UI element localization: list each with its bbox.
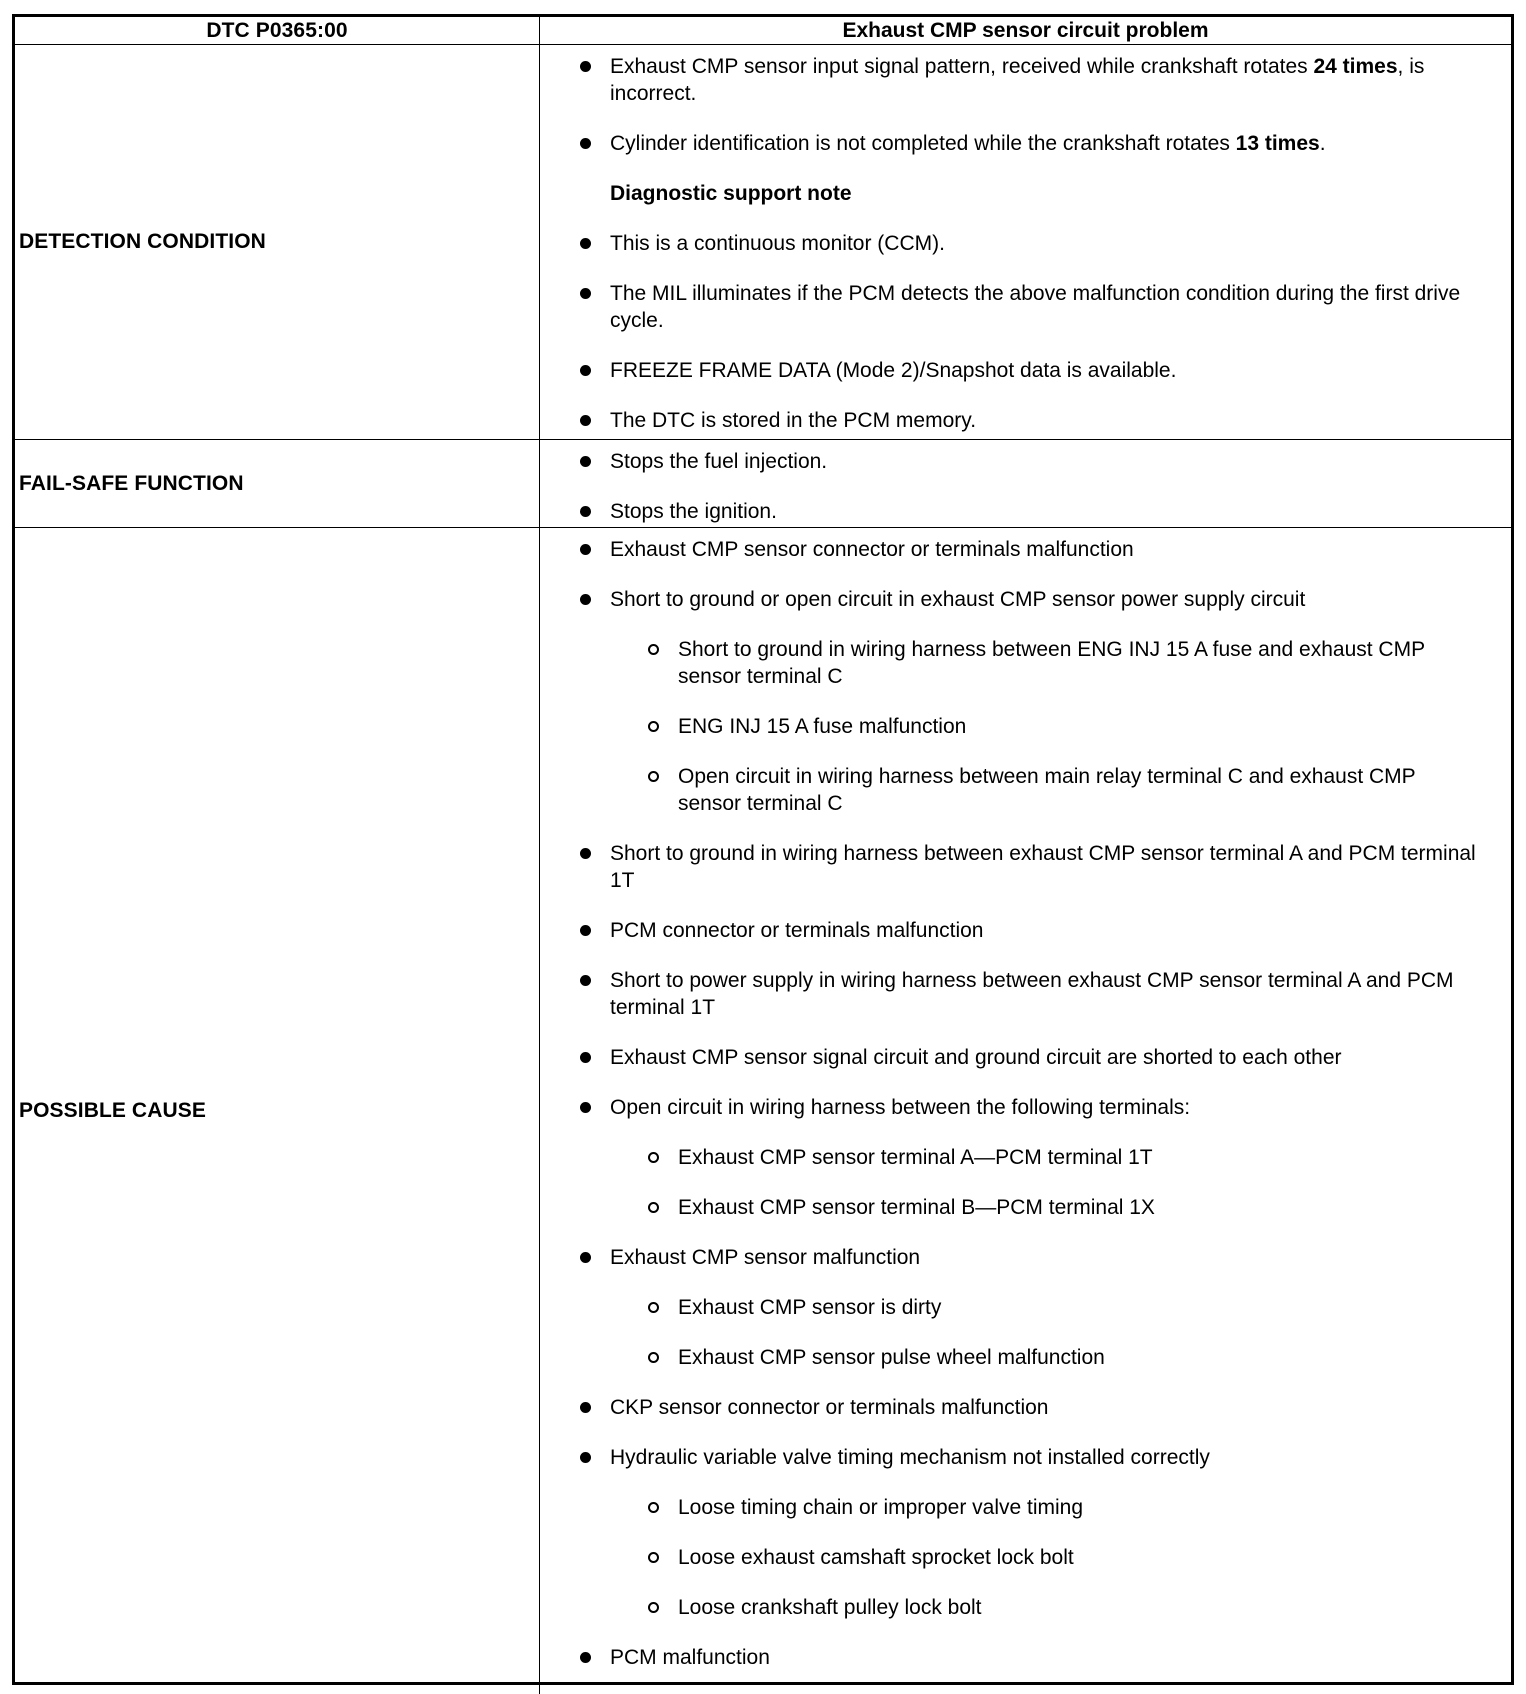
- list-item: Short to ground in wiring harness between exhaust CMP sensor terminal A and PCM terminal 1T: [580, 840, 1481, 894]
- possible-cause-row: [15, 528, 1511, 1694]
- dtc-code: DTC P0365:00: [15, 17, 540, 44]
- detection-condition-row: [15, 45, 1511, 440]
- list-item: Open circuit in wiring harness between the following terminals:: [580, 1094, 1481, 1121]
- list-item: The MIL illuminates if the PCM detects the above malfunction condition during the first drive cycle.: [580, 280, 1481, 334]
- list-item: PCM malfunction: [580, 1644, 1481, 1671]
- sub-list-item: Short to ground in wiring harness between ENG INJ 15 A fuse and exhaust CMP sensor terminal C: [648, 636, 1481, 690]
- sub-list-item: Loose crankshaft pulley lock bolt: [648, 1594, 1481, 1621]
- sub-list-item: Exhaust CMP sensor is dirty: [648, 1294, 1481, 1321]
- list-item: Exhaust CMP sensor signal circuit and ground circuit are shorted to each other: [580, 1044, 1481, 1071]
- list-item: Cylinder identification is not completed while the crankshaft rotates 13 times.: [580, 130, 1481, 157]
- list-item: Short to power supply in wiring harness between exhaust CMP sensor terminal A and PCM terminal 1T: [580, 967, 1481, 1021]
- list-item: FREEZE FRAME DATA (Mode 2)/Snapshot data is available.: [580, 357, 1481, 384]
- list-item: The DTC is stored in the PCM memory.: [580, 407, 1481, 434]
- possible-cause-content: [540, 528, 1511, 1694]
- dtc-description: Exhaust CMP sensor circuit problem: [842, 19, 1209, 42]
- list-item: Stops the ignition.: [580, 498, 1481, 525]
- list-item: Stops the fuel injection.: [580, 448, 1481, 475]
- list-item: Hydraulic variable valve timing mechanism not installed correctly: [580, 1444, 1481, 1471]
- sub-list-item: Exhaust CMP sensor terminal A—PCM terminal 1T: [648, 1144, 1481, 1171]
- sub-list-item: Loose exhaust camshaft sprocket lock bolt: [648, 1544, 1481, 1571]
- possible-cause-label: POSSIBLE CAUSE: [15, 528, 540, 1694]
- sub-list-item: Open circuit in wiring harness between main relay terminal C and exhaust CMP sensor terminal C: [648, 763, 1481, 817]
- list-item: Exhaust CMP sensor connector or terminals malfunction: [580, 536, 1481, 563]
- list-item: CKP sensor connector or terminals malfunction: [580, 1394, 1481, 1421]
- dtc-table: [12, 14, 1514, 1685]
- detection-condition-label: DETECTION CONDITION: [15, 45, 540, 439]
- detection-condition-content: [540, 45, 1511, 439]
- fail-safe-function-row: [15, 440, 1511, 528]
- fail-safe-function-content: [540, 440, 1511, 527]
- sub-list-item: Loose timing chain or improper valve timing: [648, 1494, 1481, 1521]
- list-item: Short to ground or open circuit in exhaust CMP sensor power supply circuit: [580, 586, 1481, 613]
- list-item: Exhaust CMP sensor input signal pattern, received while crankshaft rotates 24 times, is incorrect.: [580, 53, 1481, 107]
- sub-list-item: Exhaust CMP sensor terminal B—PCM terminal 1X: [648, 1194, 1481, 1221]
- diagnostic-support-note-heading: Diagnostic support note: [610, 182, 852, 205]
- table-header-row: [15, 17, 1511, 45]
- list-item: Exhaust CMP sensor malfunction: [580, 1244, 1481, 1271]
- sub-list-item: ENG INJ 15 A fuse malfunction: [648, 713, 1481, 740]
- fail-safe-function-label: FAIL-SAFE FUNCTION: [15, 440, 540, 527]
- list-item: This is a continuous monitor (CCM).: [580, 230, 1481, 257]
- sub-list-item: Exhaust CMP sensor pulse wheel malfunction: [648, 1344, 1481, 1371]
- list-item: PCM connector or terminals malfunction: [580, 917, 1481, 944]
